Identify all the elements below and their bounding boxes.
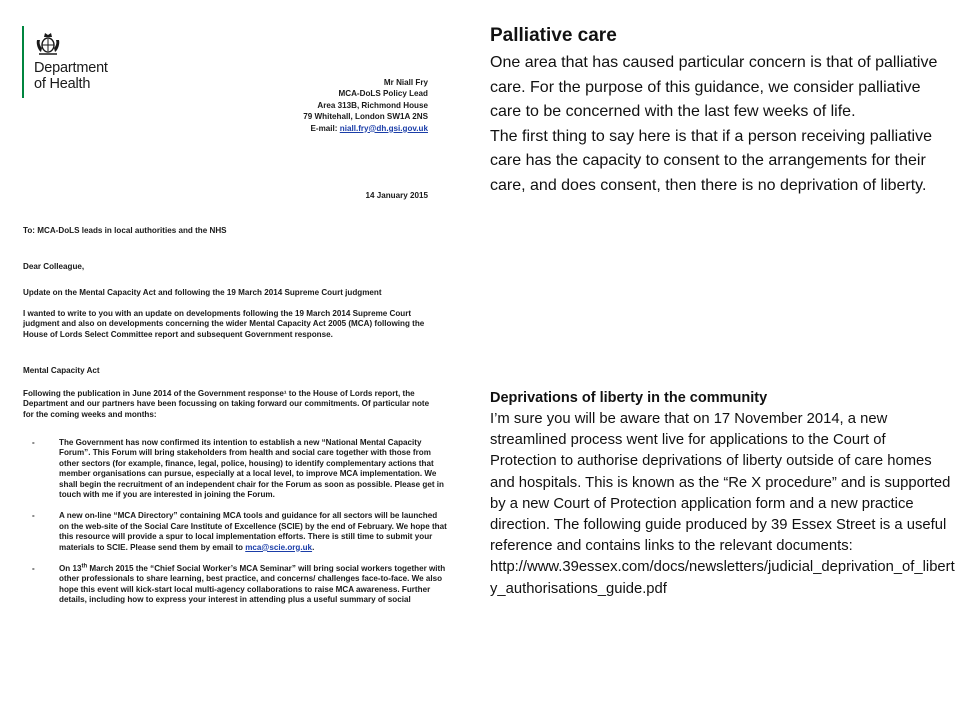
logo-line-2: of Health [34,76,91,92]
letter-intro: I wanted to write to you with an update on developments following the 19 March 2014 Supreme Court judgment and also on developments concerning the wider Mental Capacity Act 2005 (MCA) following the House of Lords Select Committee report and subsequent Government response. [23,309,425,339]
bullet-text: On 13 [59,564,82,574]
logo-green-bar [22,26,24,98]
letter-image [18,20,458,630]
list-item [23,511,448,553]
bullet-text-end: . [312,542,315,552]
palliative-care-body [490,51,945,198]
community-section-body [490,409,955,600]
sender-block [303,77,428,134]
mca-email-link[interactable]: mca@scie.org.uk [245,542,313,552]
letter-salutation: Dear Colleague, [23,262,85,271]
email-label: E-mail: [310,123,340,133]
sender-role: MCA-DoLS Policy Lead [338,89,428,99]
letter-recipient: To: MCA-DoLS leads in local authorities and the NHS [23,226,227,235]
bullet-text-rest: March 2015 the “Chief Social Worker’s MCA Seminar” will bring social workers together with other professionals to share learning, best practice, and concerns/ challenges face-to-face. We also hope this event will kick-start local multi-agency collaborations to raise MCA awareness. Further details, including how to express your interest in attending plus a useful summary of social [59,564,446,605]
logo-text [34,60,108,92]
royal-crest-icon [34,28,62,58]
palliative-care-title: Palliative care [490,25,617,46]
logo-line-1: Department [34,60,108,76]
sender-email-link[interactable]: niall.fry@dh.gsi.gov.uk [339,123,428,133]
mca-paragraph: Following the publication in June 2014 of the Government response¹ to the House of Lords report, the Department and our partners have been focussing on taking forward our commitments. Of particular note for the coming weeks and months: [23,389,430,419]
sender-name: Mr Niall Fry [383,78,428,87]
bullet-dash: - [32,511,35,521]
letter-date: 14 January 2015 [365,191,428,200]
community-section-title: Deprivations of liberty in the community [490,390,768,406]
letter-bullet-list [23,438,448,617]
sender-address-2: 79 Whitehall, London SW1A 2NS [303,112,428,122]
guide-url-link[interactable]: http://www.39essex.com/docs/newsletters/judicial_deprivation_of_liberty_authorisations_guide.pdf [490,559,955,597]
bullet-dash: - [32,564,35,574]
letter-subject: Update on the Mental Capacity Act and following the 19 March 2014 Supreme Court judgment [23,288,382,297]
bullet-dash: - [32,438,35,447]
sender-email-line [303,123,428,134]
palliative-paragraph-1: One area that has caused particular concern is that of palliative care. For the purpose of this guidance, we consider palliative care to be concerned with the last few weeks of life. [490,54,938,120]
list-item [23,438,448,500]
palliative-paragraph-2: The first thing to say here is that if a person receiving palliative care has the capacity to consent to the arrangements for their care, and does consent, then there is no deprivation of liberty. [490,127,932,194]
sender-address-1: Area 313B, Richmond House [317,100,428,110]
bullet-text: The Government has now confirmed its intention to establish a new “National Mental Capacity Forum”. This Forum will bring stakeholders from health and social care together with those from other sectors (for example, finance, legal, police, housing) to identify complementary actions that member organisations can pursue, especially at a local level, to improve MCA implementation. We shall begin the recruitment of an independent chair for the Forum as soon as possible. Please get in touch with me if you are interested in joining the Forum. [59,438,444,500]
list-item [23,564,448,606]
mca-heading: Mental Capacity Act [23,366,100,375]
department-of-health-logo [22,26,142,110]
bullet-text: A new on-line “MCA Directory” containing MCA tools and guidance for all sectors will be launched on the web-site of the Social Care Institute of Excellence (SCIE) by the end of February. We hope that this resource will provide a spur to local implementation efforts. There is still time to submit your materials to SCIE. Please send them by email to [59,511,447,552]
ordinal-suffix: th [81,563,88,570]
community-paragraph: I’m sure you will be aware that on 17 November 2014, a new streamlined process went live for applications to the Court of Protection to authorise deprivations of liberty outside of care homes and hospitals. This is known as the “Re X procedure” and is supported by a new Court of Protection application form and a new practice direction. The following guide produced by 39 Essex Street is a useful reference and contains links to the relevant documents: [490,411,951,555]
